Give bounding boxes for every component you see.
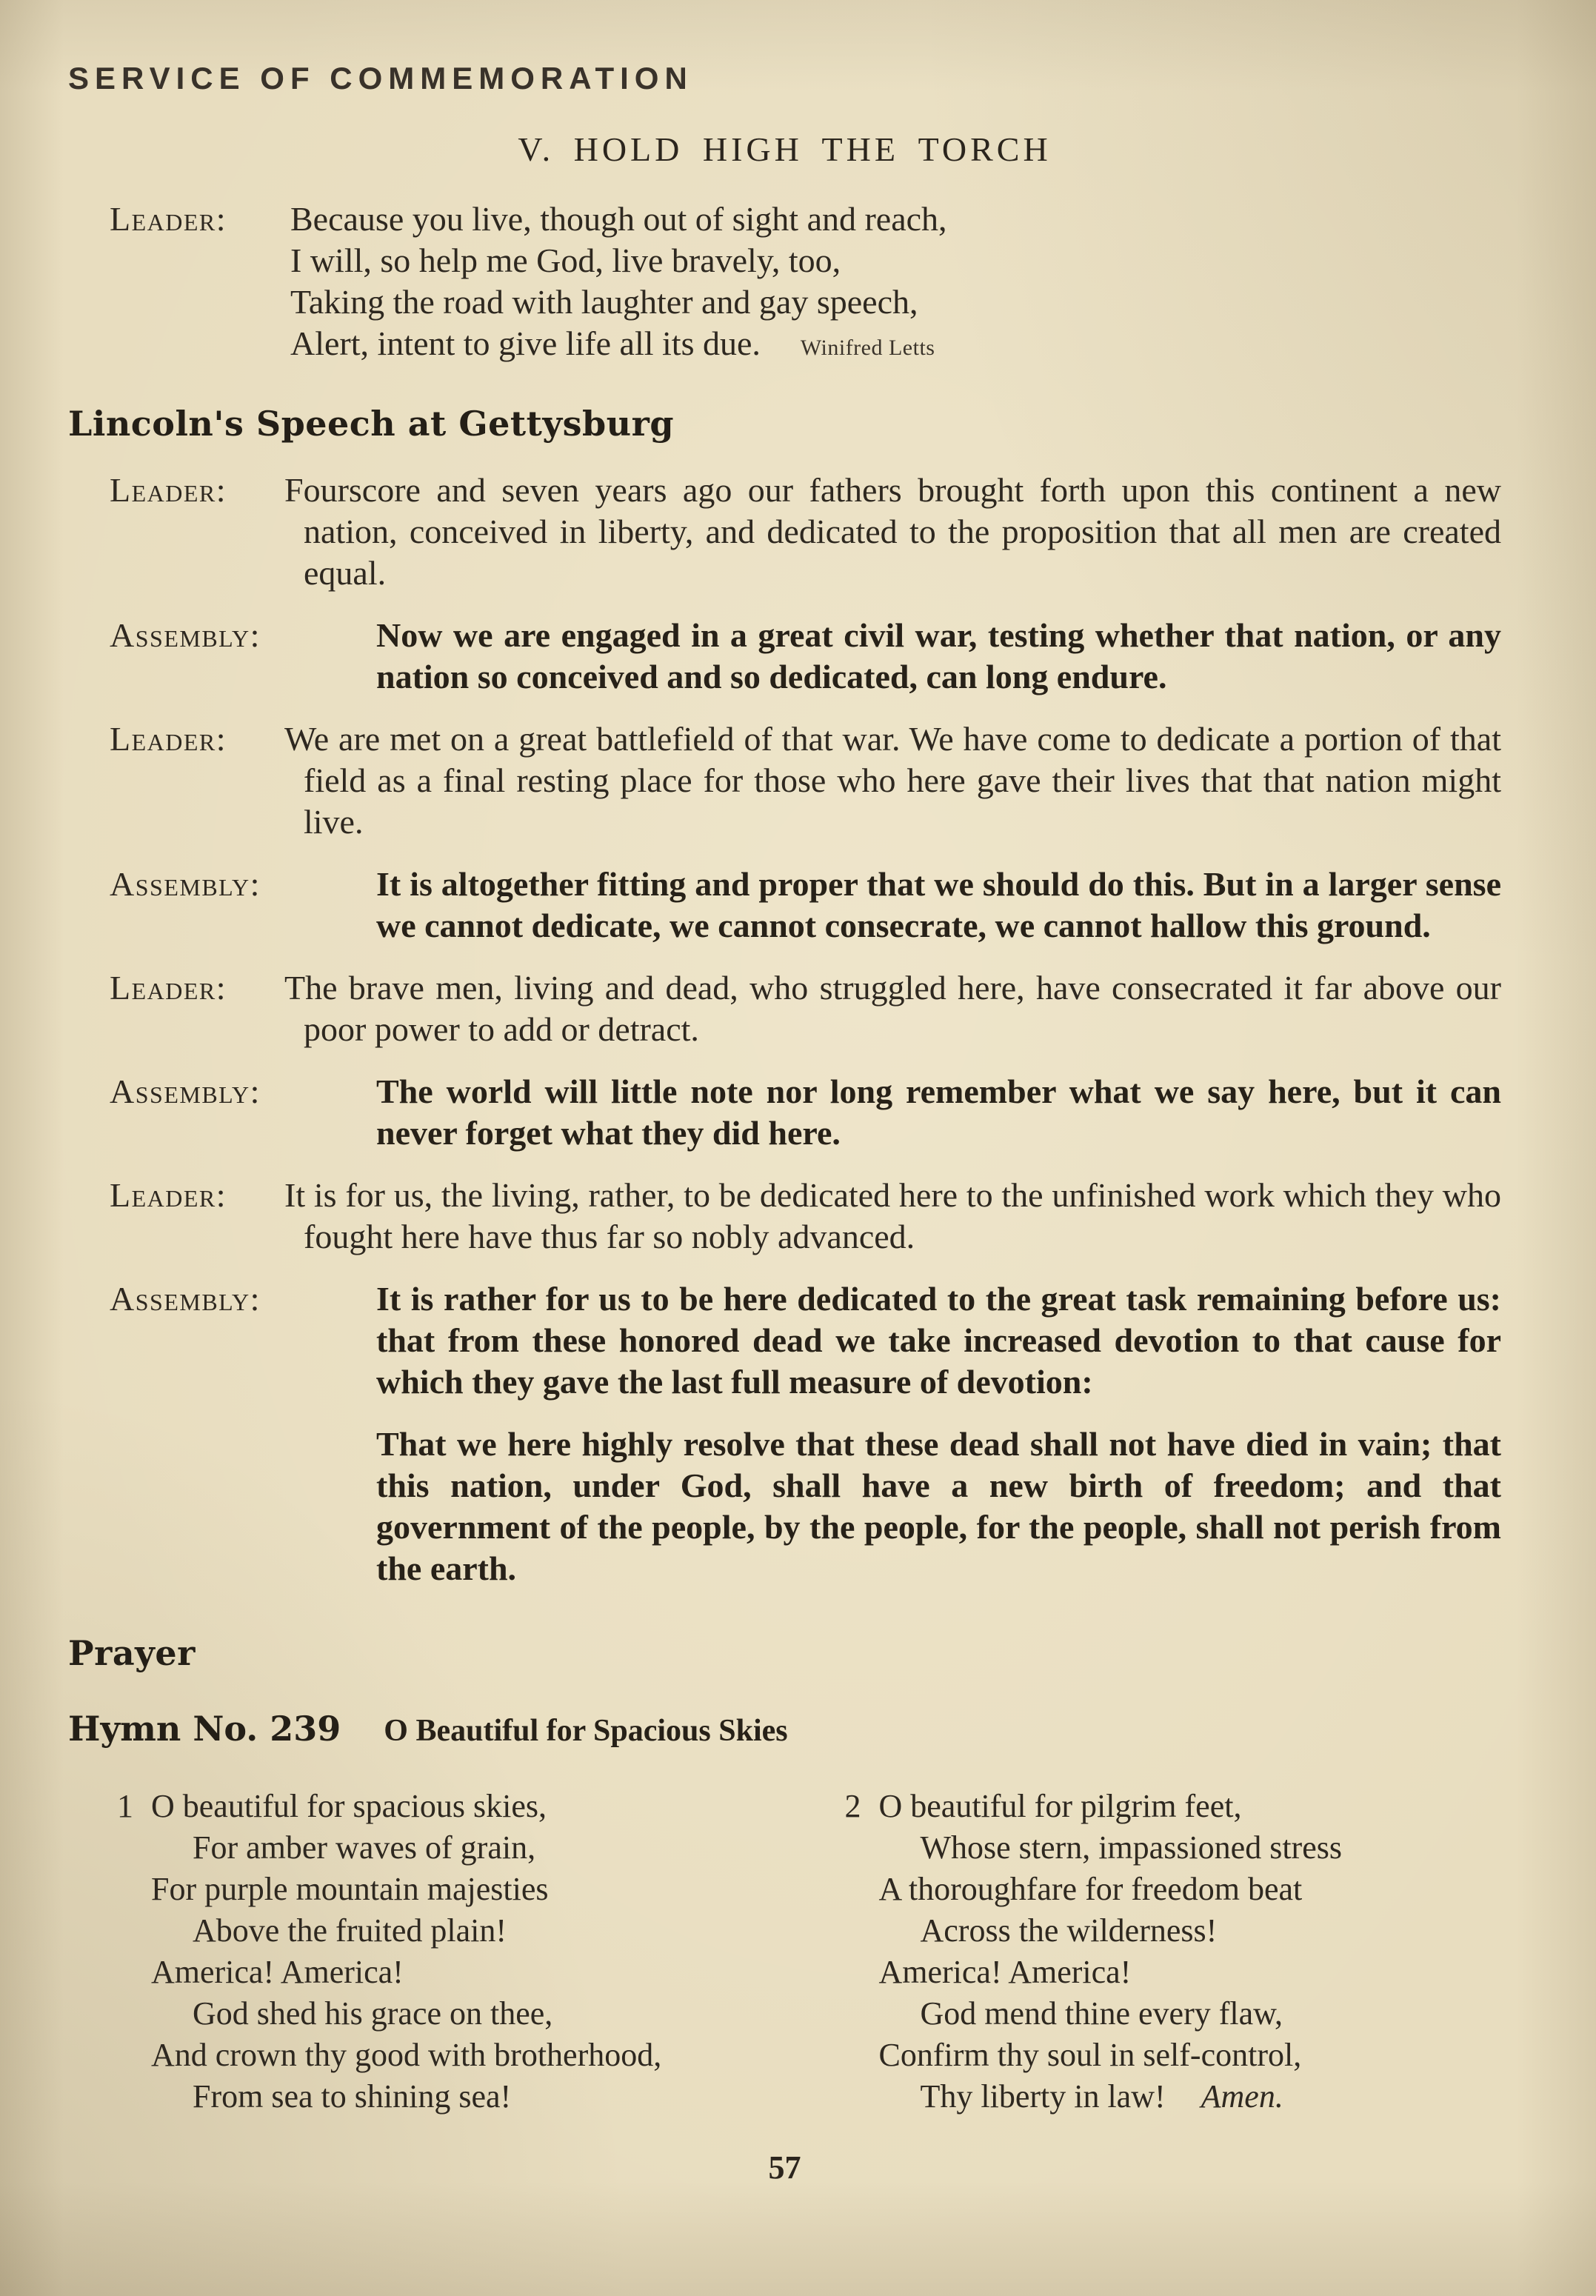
speaker-label: Assembly:	[110, 1280, 261, 1318]
reading-entry-leader	[110, 967, 1501, 1050]
reading-entry-assembly	[110, 615, 1501, 698]
hymn-verses	[86, 1786, 1501, 2118]
speaker-label: Leader:	[110, 969, 227, 1007]
gettysburg-reading-block	[110, 470, 1501, 1589]
verse-line	[86, 1786, 774, 1827]
verse-line	[814, 2076, 1502, 2118]
hymn-title: O Beautiful for Spacious Skies	[384, 1714, 788, 1748]
prayer-heading: Prayer	[68, 1633, 196, 1673]
poem-line: I will, so help me God, live bravely, too,	[290, 241, 841, 279]
verse-line: God mend thine every flaw,	[920, 1995, 1283, 2032]
hymn-verse-1	[86, 1786, 774, 2118]
reading-entry-leader	[110, 1175, 1501, 1258]
speaker-label: Leader:	[110, 1176, 227, 1214]
speaker-label: Assembly:	[110, 1072, 261, 1110]
entry-text: It is altogether fitting and proper that we should do this. But in a larger sense we cannot dedicate, we cannot consecrate, we cannot hallow this ground.	[376, 865, 1501, 944]
reading-entry-leader	[110, 470, 1501, 594]
speaker-label: Leader:	[110, 720, 227, 758]
verse-line: A thoroughfare for freedom beat	[878, 1871, 1303, 1907]
verse-line: God shed his grace on thee,	[193, 1995, 553, 2032]
verse-line: From sea to shining sea!	[193, 2078, 512, 2115]
poem-line: Because you live, though out of sight and reach,	[290, 200, 947, 238]
reading-entry-assembly	[110, 864, 1501, 947]
verse-line: Confirm thy soul in self-control,	[878, 2037, 1302, 2073]
verse-line: America! America!	[878, 1954, 1132, 1990]
gettysburg-heading: Lincoln's Speech at Gettysburg	[68, 404, 675, 444]
verse-line: For amber waves of grain,	[193, 1829, 536, 1866]
section-title: V. HOLD HIGH THE TORCH	[518, 130, 1052, 168]
entry-text: We are met on a great battlefield of that war. We have come to dedicate a portion of that field as a final resting place for those who here gave their lives that that nation might live.	[284, 720, 1501, 841]
entry-text: It is rather for us to be here dedicated to the great task remaining before us: that from these honored dead we take increased devotion to that cause for which they gave the last full measure of devotion:	[376, 1280, 1501, 1401]
entry-text: Fourscore and seven years ago our fathers brought forth upon this continent a new nation, conceived in liberty, and dedicated to the proposition that all men are created equal.	[284, 471, 1501, 592]
verse-line-text: O beautiful for spacious skies,	[151, 1788, 547, 1824]
reading-entry-assembly	[110, 1278, 1501, 1403]
verse-line: For purple mountain majesties	[151, 1871, 549, 1907]
entry-text: The world will little note nor long remember what we say here, but it can never forget what they did here.	[376, 1072, 1501, 1152]
entry-text: Now we are engaged in a great civil war, testing whether that nation, or any nation so conceived and so dedicated, can long endure.	[376, 616, 1501, 695]
entry-text: That we here highly resolve that these dead shall not have died in vain; that this nation, under God, shall have a new birth of freedom; and that government of the people, by the people, for the people, shall not perish from the earth.	[376, 1425, 1501, 1587]
reading-entry-leader	[110, 718, 1501, 843]
poem-line	[290, 323, 1501, 369]
running-header: SERVICE OF COMMEMORATION	[68, 61, 693, 96]
page-number: 57	[768, 2149, 801, 2186]
verse-line: Whose stern, impassioned stress	[920, 1829, 1342, 1866]
verse-line	[814, 1786, 1502, 1827]
reading-entry-assembly-continued	[110, 1424, 1501, 1589]
attribution: Winifred Letts	[800, 336, 935, 360]
poem-line-text: Alert, intent to give life all its due.	[290, 324, 761, 362]
entry-text: The brave men, living and dead, who struggled here, have consecrated it far above our poor power to add or detract.	[284, 969, 1501, 1048]
speaker-label: Assembly:	[110, 616, 261, 654]
verse-number: 1	[117, 1788, 133, 1824]
reading-entry-assembly	[110, 1071, 1501, 1154]
verse-line: Across the wilderness!	[920, 1912, 1218, 1949]
verse-line: And crown thy good with brotherhood,	[151, 2037, 662, 2073]
hymn-number-label: Hymn No. 239	[68, 1709, 341, 1749]
verse-line: Above the fruited plain!	[193, 1912, 507, 1949]
torch-reading-block	[110, 198, 1501, 369]
amen-text: Amen.	[1201, 2078, 1283, 2115]
speaker-label: Leader:	[110, 200, 227, 238]
verse-number: 2	[844, 1788, 861, 1824]
verse-line: America! America!	[151, 1954, 404, 1990]
verse-line-text: Thy liberty in law!	[920, 2078, 1166, 2115]
torch-reading	[110, 198, 1501, 369]
hymn-verse-2	[814, 1786, 1502, 2118]
speaker-label: Leader:	[110, 471, 227, 509]
speaker-label: Assembly:	[110, 865, 261, 903]
hymn-heading	[68, 1708, 1501, 1752]
verse-line-text: O beautiful for pilgrim feet,	[878, 1788, 1242, 1824]
poem-line: Taking the road with laughter and gay speech,	[290, 283, 918, 321]
entry-text: It is for us, the living, rather, to be dedicated here to the unfinished work which they who fought here have thus far so nobly advanced.	[284, 1176, 1501, 1255]
